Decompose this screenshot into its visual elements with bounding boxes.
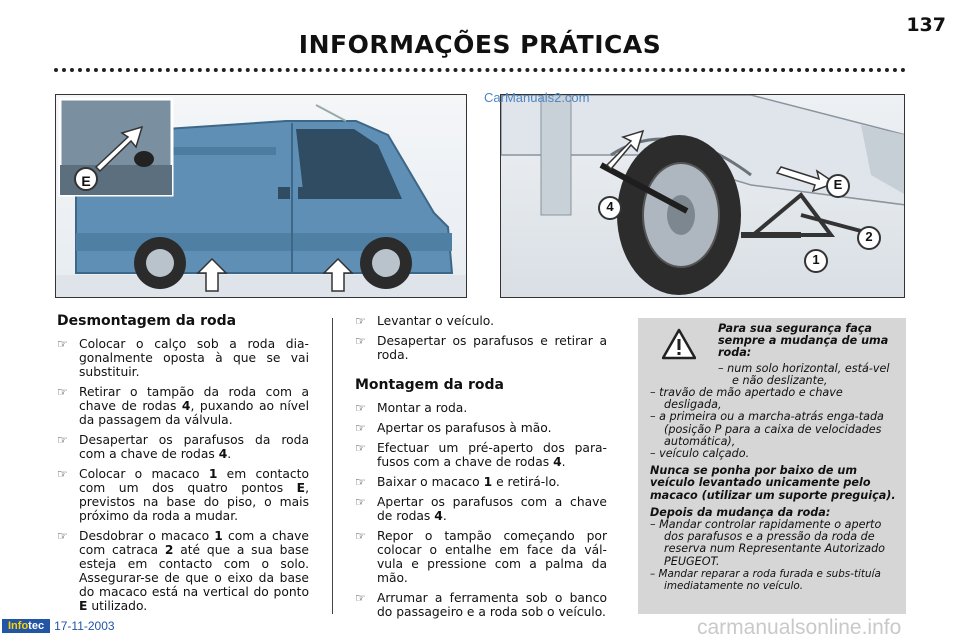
mounting-column (355, 314, 607, 625)
mounting-step: ☞ Arrumar a ferramenta sob o banco do passageiro e a roda sob o veículo. (355, 591, 607, 619)
wheel-jack-figure (500, 94, 905, 298)
footer-date: 17-11-2003 (54, 619, 115, 633)
page-number: 137 (906, 14, 946, 36)
watermark-carmanualsonline: carmanualsonline.info (697, 616, 902, 639)
pointing-hand-icon: ☞ (355, 421, 366, 435)
removal-title: Desmontagem da roda (57, 313, 237, 329)
mounting-step: ☞ Baixar o macaco 1 e retirá-lo. (355, 475, 560, 489)
mounting-step: ☞ Apertar os parafusos à mão. (355, 421, 552, 435)
after-change-item: – Mandar reparar a roda furada e subs-tituía imediatamente no veículo. (650, 567, 881, 593)
title-dotted-rule (54, 68, 906, 72)
after-change-title: Depois da mudança da roda: (650, 505, 831, 519)
callout-4: 4 (606, 199, 614, 214)
van-jack-points-figure (55, 94, 467, 298)
pointing-hand-icon: ☞ (57, 529, 68, 543)
safety-condition: – travão de mão apertado e chave desligada, (650, 386, 843, 412)
pointing-hand-icon: ☞ (355, 401, 366, 415)
pointing-hand-icon: ☞ (355, 529, 366, 543)
pointing-hand-icon: ☞ (57, 467, 68, 481)
safety-condition: – a primeira ou a marcha-atrás enga-tada (posição P para a caixa de velocidades automática), (650, 410, 884, 448)
pointing-hand-icon: ☞ (355, 495, 366, 509)
removal-continued-step: ☞ Levantar o veículo. (355, 314, 495, 328)
pointing-hand-icon: ☞ (355, 591, 366, 605)
mounting-step: ☞ Repor o tampão começando por colocar o entalhe em face da vál-vula e pressione com a palma da mão. (355, 529, 607, 585)
removal-continued-step: ☞ Desapertar os parafusos e retirar a roda. (355, 334, 607, 362)
pointing-hand-icon: ☞ (57, 385, 68, 399)
pointing-hand-icon: ☞ (355, 334, 366, 348)
removal-step: ☞ Retirar o tampão da roda com a chave de rodas 4, puxando ao nível da passagem da válvula. (57, 385, 310, 427)
van-illustration (56, 95, 467, 298)
mounting-title: Montagem da roda (355, 377, 504, 393)
removal-step: ☞ Colocar o calço sob a roda dia-gonalmente oposta à que se vai substituir. (57, 337, 309, 379)
callout-1: 1 (812, 252, 820, 267)
safety-condition: – veículo calçado. (650, 447, 750, 461)
safety-notice-box (638, 318, 906, 614)
mounting-step: ☞ Efectuar um pré-aperto dos para-fusos com a chave de rodas 4. (355, 441, 607, 469)
safety-warning: Nunca se ponha por baixo de um veículo levantado unicamente pelo macaco (utilizar um suporte preguiça). (650, 464, 896, 502)
watermark-carmanuals: CarManuals2.com (484, 90, 590, 105)
wheel-jack-illustration (501, 95, 905, 298)
removal-step: ☞ Colocar o macaco 1 em contacto com um dos quatro pontos E, previstos na base do piso, o mais próximo da roda a mudar. (57, 467, 310, 523)
safety-condition: – num solo horizontal, está-vel e não deslizante, (718, 361, 890, 387)
mounting-step: ☞ Montar a roda. (355, 401, 468, 415)
callout-2: 2 (865, 229, 873, 244)
after-change-item: – Mandar controlar rapidamente o aperto dos parafusos e a pressão da roda de reserva num Representante Autorizado PEUGEOT. (650, 518, 886, 568)
pointing-hand-icon: ☞ (57, 337, 68, 351)
mounting-step: ☞ Apertar os parafusos com a chave de rodas 4. (355, 495, 607, 523)
page-title: INFORMAÇÕES PRÁTICAS (298, 30, 662, 59)
callout-e-left: E (81, 173, 91, 189)
removal-column (57, 314, 309, 619)
pointing-hand-icon: ☞ (355, 475, 366, 489)
pointing-hand-icon: ☞ (355, 314, 366, 328)
removal-step: ☞ Desapertar os parafusos da roda com a chave de rodas 4. (57, 433, 309, 461)
callout-e-right: E (833, 177, 843, 192)
infotec-logo: Infotec (2, 619, 50, 633)
removal-step: ☞ Desdobrar o macaco 1 com a chave com catraca 2 até que a sua base esteja em contacto com o solo. Assegurar-se de que o eixo da base do macaco está na vertical do ponto E utilizado. (57, 529, 309, 613)
column-divider (332, 318, 333, 614)
footer (2, 619, 115, 633)
warning-triangle-icon (662, 328, 696, 360)
safety-heading: Para sua segurança faça sempre a mudança de uma roda: (718, 322, 889, 360)
pointing-hand-icon: ☞ (355, 441, 366, 455)
pointing-hand-icon: ☞ (57, 433, 68, 447)
